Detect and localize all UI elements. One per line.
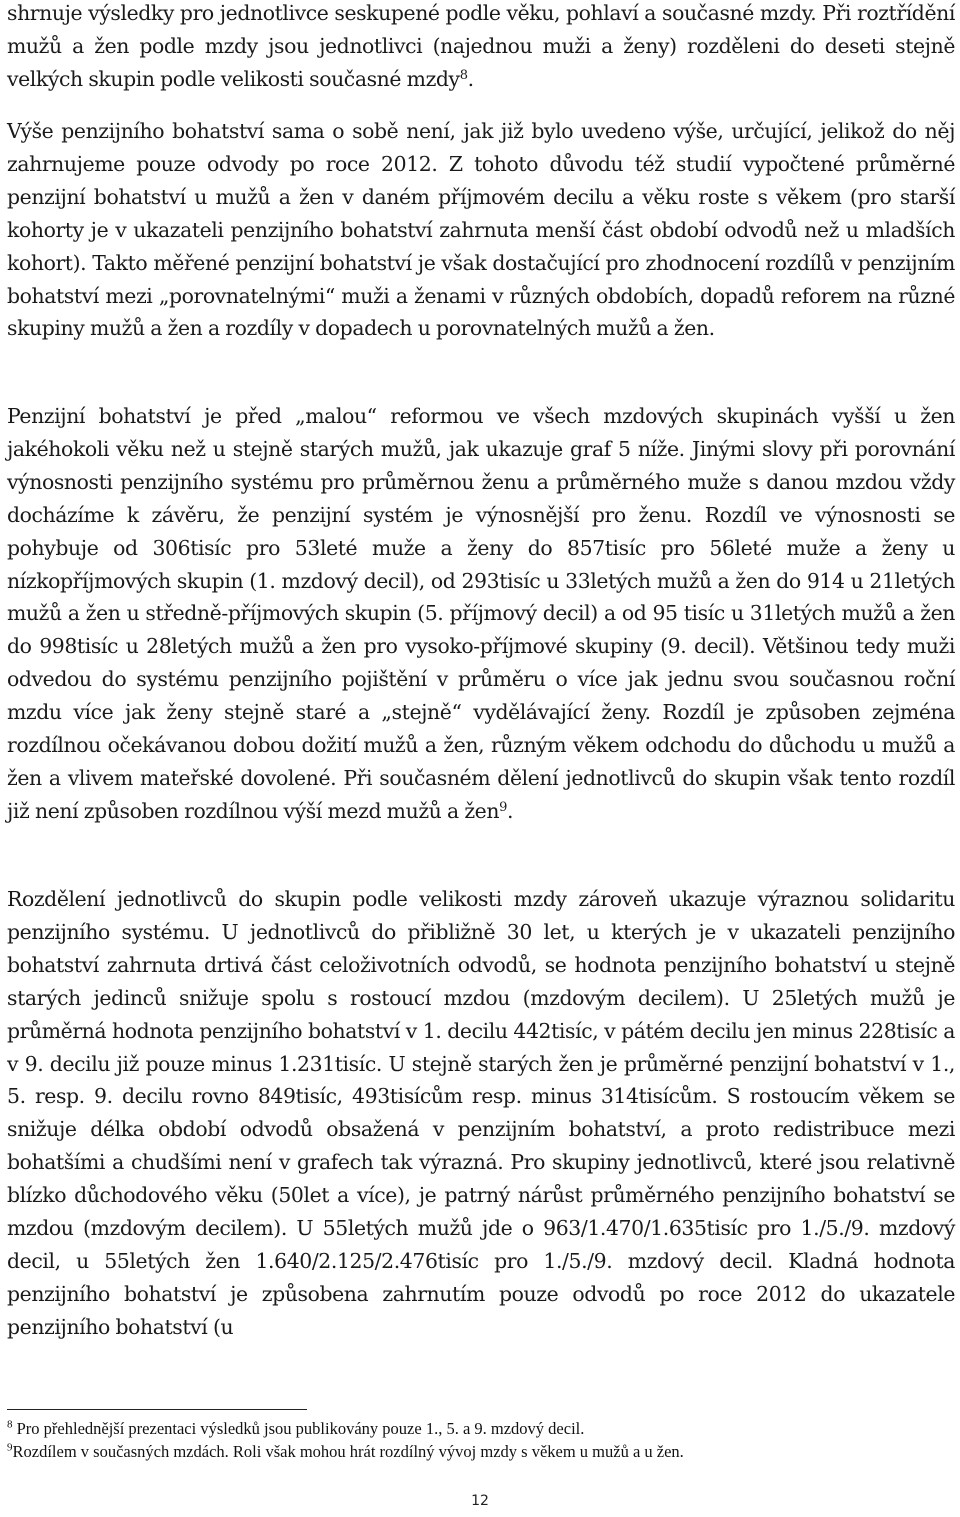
footnotes	[7, 1417, 955, 1463]
paragraph-text: Výše penzijního bohatství sama o sobě není, jak již bylo uvedeno výše, určující, jelikož do něj zahrnujeme pouze odvody po roce 2012. Z tohoto důvodu též studií vypočtené průměrné penzijní bohatství u mužů a žen v daném příjmovém decilu a věku roste s věkem (pro starší kohorty je v ukazateli penzijního bohatství zahrnuta menší část období odvodů než u mladších kohort). Takto měřené penzijní bohatství je však dostačující pro zhodnocení rozdílů v penzijním bohatství mezi „porovnatelnými“ muži a ženami v různých obdobích, dopadů reforem na různé skupiny mužů a žen a rozdíly v dopadech u porovnatelných mužů a žen.	[7, 119, 955, 341]
footnote-text: Pro přehlednější prezentaci výsledků jsou publikovány pouze 1., 5. a 9. mzdový decil.	[12, 1419, 585, 1438]
paragraph	[7, 883, 955, 1344]
paragraph	[7, 115, 955, 345]
paragraph-text-end: .	[467, 66, 474, 91]
footnote-reference[interactable]: 8	[459, 67, 468, 83]
paragraph-text: shrnuje výsledky pro jednotlivce seskupené podle věku, pohlaví a současné mzdy. Při roztřídění mužů a žen podle mzdy jsou jednotlivci (najednou muži a ženy) rozděleni do deseti stejně velkých skupin podle velikosti současné mzdy	[7, 1, 955, 91]
footnote	[7, 1417, 955, 1440]
footnote-text: Rozdílem v současných mzdách. Roli však mohou hrát rozdílný vývoj mzdy s věkem u mužů a u žen.	[12, 1442, 684, 1461]
paragraph-text: Penzijní bohatství je před „malou“ reformou ve všech mzdových skupinách vyšší u žen jakéhokoli věku než u stejně starých mužů, jak ukazuje graf 5 níže. Jinými slovy při porovnání výnosnosti penzijního systému pro průměrnou ženu a průměrného muže s danou mzdou vždy docházíme k závěru, že penzijní systém je výnosnější pro ženu. Rozdíl ve výnosnosti se pohybuje od 306tisíc pro 53leté muže a ženy do 857tisíc pro 56leté muže a ženy u nízkopříjmových skupin (1. mzdový decil), od 293tisíc u 33letých mužů a žen do 914 u 21letých mužů a žen u středně-příjmových skupin (5. příjmový decil) a od 95 tisíc u 31letých mužů a žen do 998tisíc u 28letých mužů a žen pro vysoko-příjmové skupiny (9. decil). Většinou tedy muži odvedou do systému penzijního pojištění v průměru o více jak jednu svou současnou roční mzdu více jak ženy stejně staré a „stejně“ vydělávající ženy. Rozdíl je způsoben zejména rozdílnou očekávanou dobou dožití mužů a žen, různým věkem odchodu do důchodu u mužů a žen a vlivem mateřské dovolené. Při současném dělení jednotlivců do skupin však tento rozdíl již není způsoben rozdílnou výší mezd mužů a žen	[7, 404, 955, 823]
paragraph-text: Rozdělení jednotlivců do skupin podle velikosti mzdy zároveň ukazuje výraznou solidaritu penzijního systému. U jednotlivců do přibližně 30 let, u kterých je v ukazateli penzijního bohatství zahrnuta drtivá část celoživotních odvodů, se hodnota penzijního bohatství u stejně starých jedinců snižuje spolu s rostoucí mzdou (mzdovým decilem). U 25letých mužů je průměrná hodnota penzijního bohatství v 1. decilu 442tisíc, v pátém decilu jen minus 228tisíc a v 9. decilu již pouze minus 1.231tisíc. U stejně starých žen je průměrné penzijní bohatství v 1., 5. resp. 9. decilu rovno 849tisíc, 493tisícům resp. minus 314tisícům. S rostoucím věkem se snižuje délka období odvodů obsažená v penzijním bohatství, a proto redistribuce mezi bohatšími a chudšími není v grafech tak výrazná. Pro skupiny jednotlivců, které jsou relativně blízko důchodového věku (50let a více), je patrný nárůst průměrného penzijního bohatství se mzdou (mzdovým decilem). U 55letých mužů jde o 963/1.470/1.635tisíc pro 1./5./9. mzdový decil, u 55letých žen 1.640/2.125/2.476tisíc pro 1./5./9. mzdový decil. Kladná hodnota penzijního bohatství je způsobena zahrnutím pouze odvodů po roce 2012 do ukazatele penzijního bohatství (u	[7, 887, 955, 1339]
footnote-number: 9	[7, 1441, 13, 1454]
footnote-number: 8	[7, 1418, 13, 1431]
page-number: 12	[471, 1493, 489, 1509]
footnote-separator	[7, 1409, 307, 1410]
footnote	[7, 1440, 955, 1463]
footnote-reference[interactable]: 9	[499, 799, 507, 815]
paragraph	[7, 400, 955, 828]
paragraph	[7, 0, 955, 96]
paragraph-text-end: .	[506, 798, 514, 823]
